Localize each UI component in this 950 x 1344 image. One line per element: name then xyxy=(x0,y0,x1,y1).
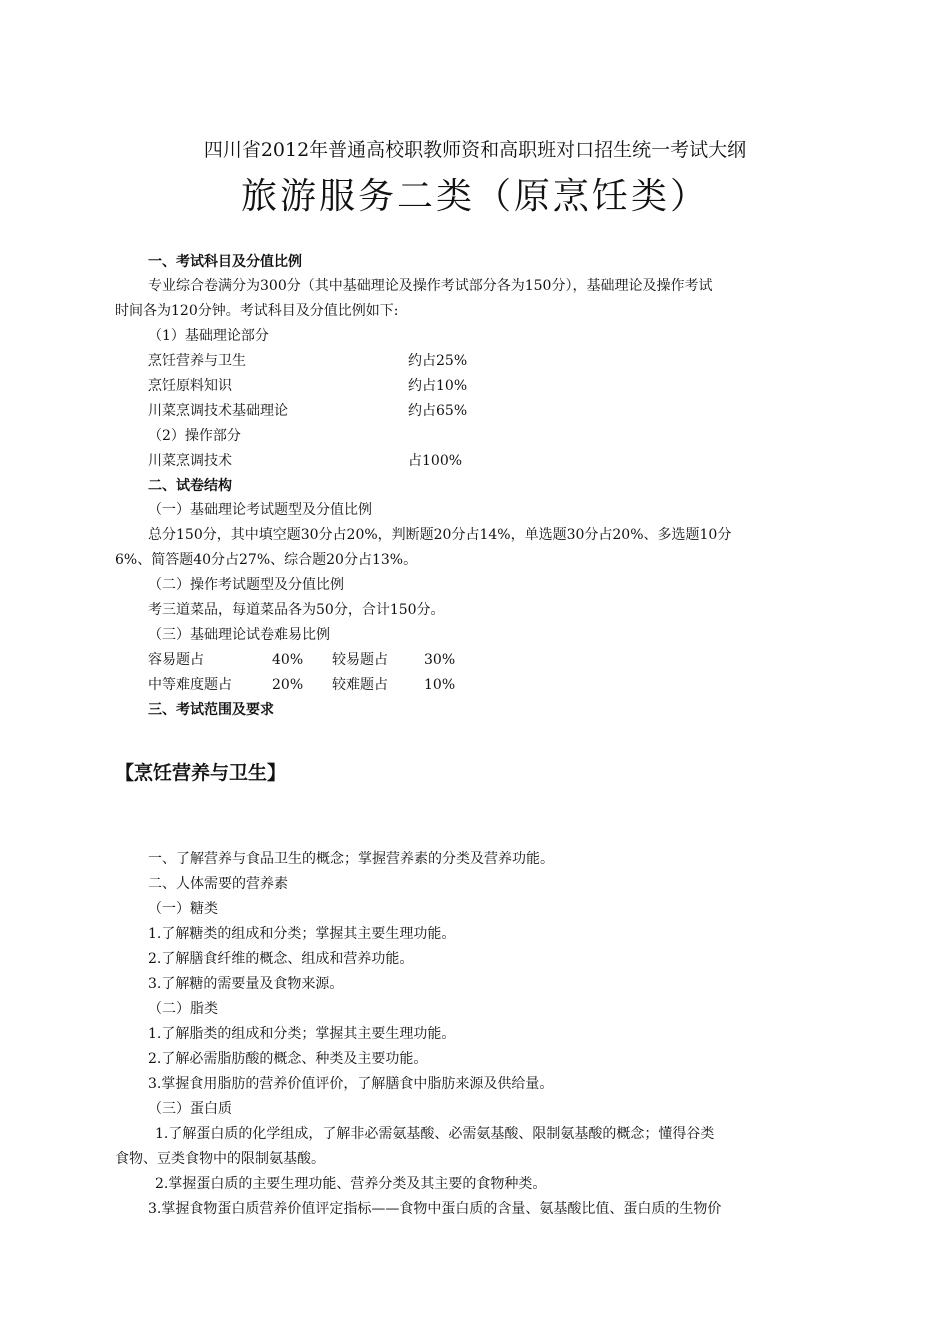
theory-item-share: 约占25% xyxy=(408,353,468,369)
practice-types-text: 考三道菜品，每道菜品各为50分，合计150分。 xyxy=(148,602,445,618)
difficulty-value: 20% xyxy=(272,677,304,693)
theory-item-share: 约占65% xyxy=(408,403,468,419)
theory-label: （1）基础理论部分 xyxy=(148,328,269,344)
theory-item-name: 川菜烹调技术基础理论 xyxy=(148,403,288,419)
difficulty-value: 30% xyxy=(424,652,456,668)
sub-heading-difficulty: （三）基础理论试卷难易比例 xyxy=(148,627,330,643)
section-line: 一、了解营养与食品卫生的概念；掌握营养素的分类及营养功能。 xyxy=(148,851,554,867)
heading-paper-structure: 二、试卷结构 xyxy=(148,478,232,494)
sub-heading-practice-types: （二）操作考试题型及分值比例 xyxy=(148,577,344,593)
sub-heading-theory-types: （一）基础理论考试题型及分值比例 xyxy=(148,502,372,518)
difficulty-value: 40% xyxy=(272,652,304,668)
protein-line-1: 1.了解蛋白质的化学组成，了解非必需氨基酸、必需氨基酸、限制氨基酸的概念；懂得谷类 xyxy=(155,1126,715,1142)
difficulty-label: 较易题占 xyxy=(332,652,388,668)
difficulty-label: 较难题占 xyxy=(332,677,388,693)
theory-types-line-1: 总分150分，其中填空题30分占20%，判断题20分占14%，单选题30分占20%、多选题10分 xyxy=(148,527,732,543)
section-line: 2.了解膳食纤维的概念、组成和营养功能。 xyxy=(148,951,414,967)
document-title: 四川省2012年普通高校职教师资和高职班对口招生统一考试大纲 xyxy=(203,139,747,161)
section-line: 3.掌握食用脂肪的营养价值评价，了解膳食中脂肪来源及供给量。 xyxy=(148,1076,554,1092)
practice-item-name: 川菜烹调技术 xyxy=(148,453,232,469)
theory-item-name: 烹饪原料知识 xyxy=(148,378,232,394)
difficulty-label: 容易题占 xyxy=(148,652,204,668)
section-line: 二、人体需要的营养素 xyxy=(148,876,288,892)
section-line: 1.了解糖类的组成和分类；掌握其主要生理功能。 xyxy=(148,926,456,942)
section-line: （三）蛋白质 xyxy=(148,1101,232,1117)
difficulty-label: 中等难度题占 xyxy=(148,677,232,693)
theory-item-name: 烹饪营养与卫生 xyxy=(148,353,246,369)
practice-item-share: 占100% xyxy=(408,453,463,469)
section-line: 3.了解糖的需要量及食物来源。 xyxy=(148,976,344,992)
section-title: 【烹饪营养与卫生】 xyxy=(115,762,287,784)
section-line: 1.了解脂类的组成和分类；掌握其主要生理功能。 xyxy=(148,1026,456,1042)
section-line: 2.了解必需脂肪酸的概念、种类及主要功能。 xyxy=(148,1051,428,1067)
protein-line-4: 3.掌握食物蛋白质营养价值评定指标——食物中蛋白质的含量、氨基酸比值、蛋白质的生物价 xyxy=(148,1201,722,1217)
protein-line-2: 食物、豆类食物中的限制氨基酸。 xyxy=(115,1151,325,1167)
section-line: （二）脂类 xyxy=(148,1001,218,1017)
heading-exam-scope: 三、考试范围及要求 xyxy=(148,702,274,718)
practice-label: （2）操作部分 xyxy=(148,428,241,444)
theory-item-share: 约占10% xyxy=(408,378,468,394)
theory-types-line-2: 6%、简答题40分占27%、综合题20分占13%。 xyxy=(115,552,418,568)
intro-line-2: 时间各为120分钟。考试科目及分值比例如下: xyxy=(115,303,399,319)
section-line: （一）糖类 xyxy=(148,901,218,917)
heading-exam-subjects: 一、考试科目及分值比例 xyxy=(148,254,302,270)
protein-line-3: 2.掌握蛋白质的主要生理功能、营养分类及其主要的食物种类。 xyxy=(155,1176,547,1192)
intro-line-1: 专业综合卷满分为300分（其中基础理论及操作考试部分各为150分），基础理论及操作考试 xyxy=(148,278,713,294)
document-subtitle: 旅游服务二类（原烹饪类） xyxy=(240,176,709,217)
difficulty-value: 10% xyxy=(424,677,456,693)
